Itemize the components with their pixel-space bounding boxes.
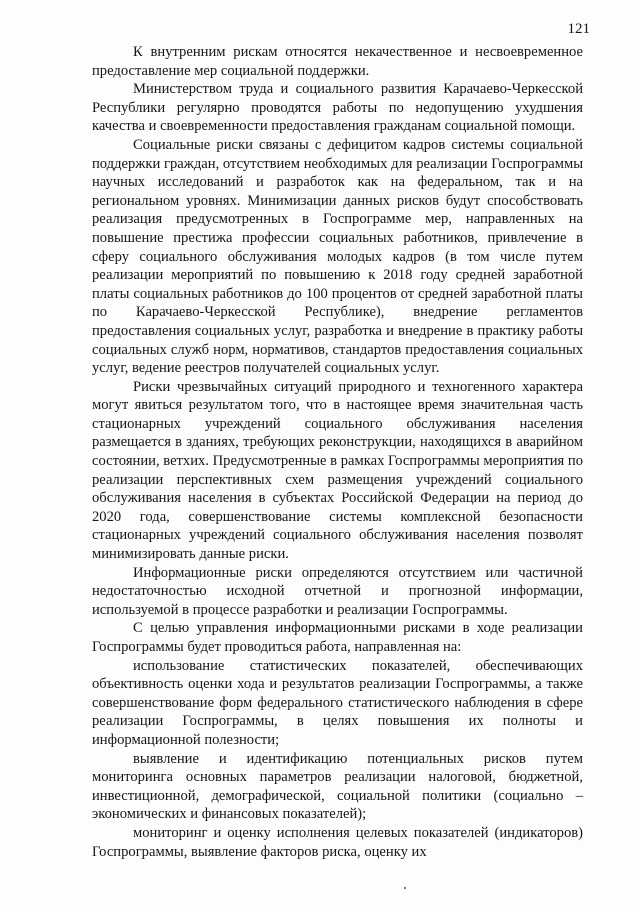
paragraph-information-risks: Информационные риски определяются отсутствием или частичной недостаточностью исходной отчетной и прогнозной информации, используемой в процессе разработки и реализации Госпрограммы. xyxy=(92,564,583,618)
scan-speck xyxy=(404,887,406,889)
paragraph-internal-risks: К внутренним рискам относятся некачественное и несвоевременное предоставление мер социальной поддержки. xyxy=(92,44,583,79)
page-number: 121 xyxy=(567,21,590,37)
paragraph-emergency-risks: Риски чрезвычайных ситуаций природного и техногенного характера могут явиться результатом того, что в настоящее время значительная часть стационарных учреждений социального обслуживания населения размещается в зданиях, требующих реконструкции, находящихся в аварийном состоянии, ветхих. Предусмотренные в рамках Госпрограммы мероприятия по реализации перспективных схем размещения учреждений социального обслуживания населения в субъектах Российской Федерации на период до 2020 года, совершенствование системы комплексной безопасности стационарных учреждений социального обслуживания населения позволят минимизировать данные риски. xyxy=(92,378,583,563)
document-body xyxy=(92,43,583,861)
paragraph-social-risks: Социальные риски связаны с дефицитом кадров системы социальной поддержки граждан, отсутствием необходимых для реализации Госпрограммы научных исследований и разработок как на федеральном, так и на региональном уровнях. Минимизации данных рисков будут способствовать реализация предусмотренных в Госпрограмме мер, направленных на повышение престижа профессии социальных работников, привлечение в сферу социального обслуживания молодых кадров (в том числе путем реализации мероприятий по повышению к 2018 году средней заработной платы социальных работников до 100 процентов от средней заработной платы по Карачаево-Черкесской Республике), внедрение регламентов предоставления социальных услуг, разработка и внедрение в практику работы социальных служб норм, нормативов, стандартов предоставления социальных услуг, ведение реестров получателей социальных услуг. xyxy=(92,136,583,377)
paragraph-risk-management-intro: С целью управления информационными рисками в ходе реализации Госпрограммы будет проводиться работа, направленная на: xyxy=(92,620,583,655)
paragraph-ministry-work: Министерством труда и социального развития Карачаево-Черкесской Республики регулярно проводятся работы по недопущению ухудшения качества и своевременности предоставления гражданам социальной помощи. xyxy=(92,81,583,135)
list-item-statistics-use: использование статистических показателей, обеспечивающих объективность оценки хода и результатов реализации Госпрограммы, а также совершенствование форм федерального статистического наблюдения в сфере реализации Госпрограммы, в целях повышения их полноты и информационной полезности; xyxy=(92,657,583,748)
list-item-risk-identification: выявление и идентификацию потенциальных рисков путем мониторинга основных параметров реализации налоговой, бюджетной, инвестиционной, демографической, социальной политики (социально – экономических и финансовых показателей); xyxy=(92,750,583,823)
list-item-indicator-monitoring: мониторинг и оценку исполнения целевых показателей (индикаторов) Госпрограммы, выявление факторов риска, оценку их xyxy=(92,824,583,860)
